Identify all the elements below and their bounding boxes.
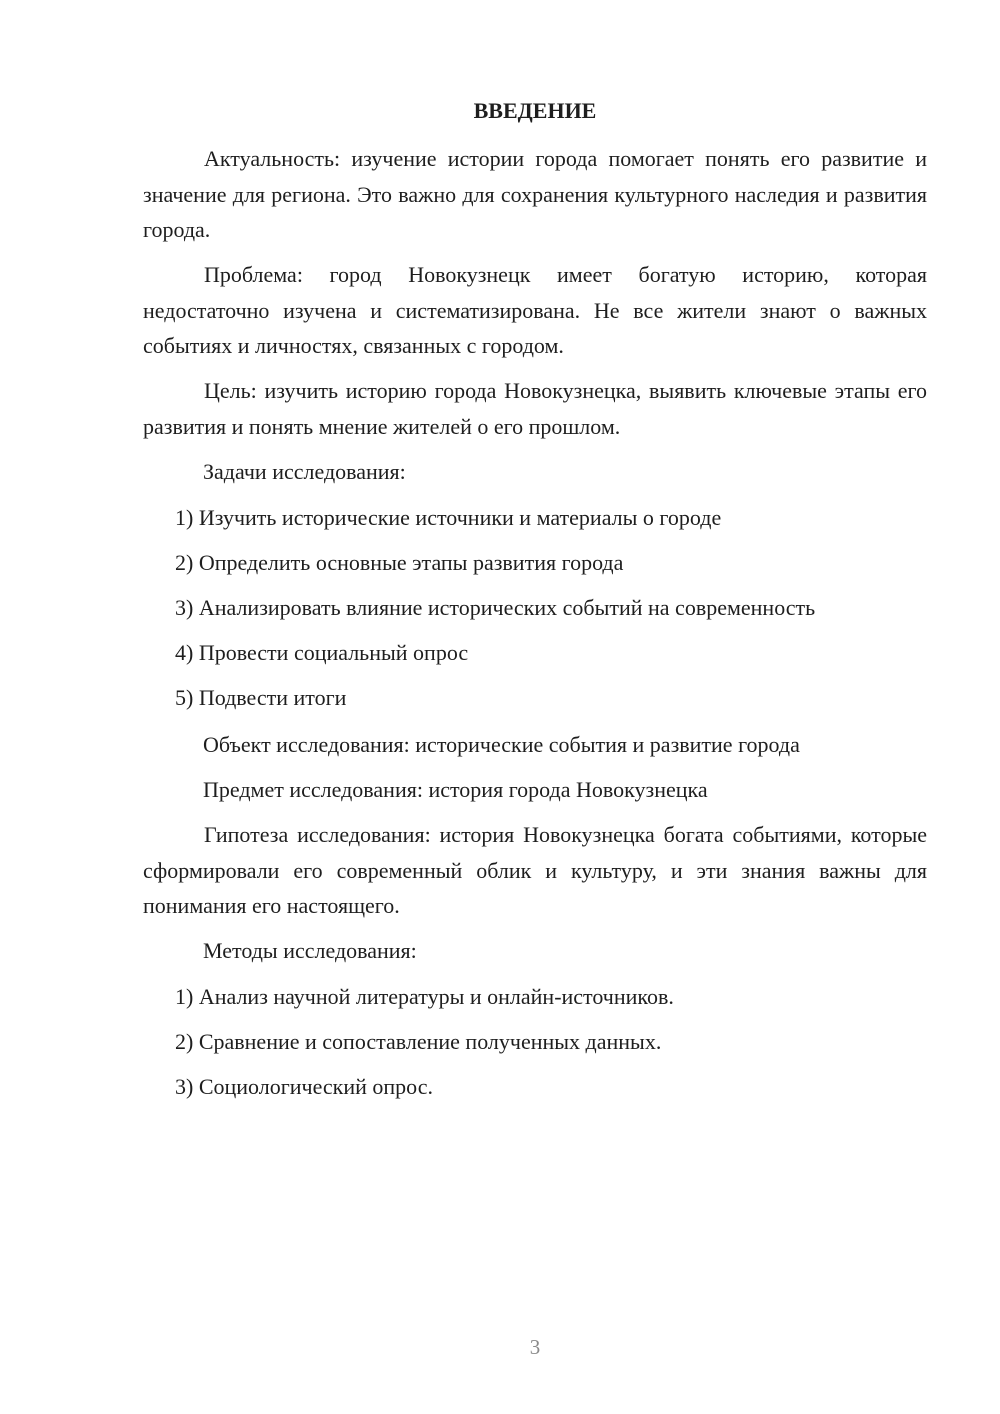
hypothesis-paragraph: Гипотеза исследования: история Новокузнецка богата событиями, которые сформировали его современный облик и культуру, и эти знания важны для понимания его настоящего.	[143, 822, 927, 918]
research-subject: Предмет исследования: история города Новокузнецка	[203, 777, 708, 802]
problem-paragraph: Проблема: город Новокузнецк имеет богатую историю, которая недостаточно изучена и систематизирована. Не все жители знают о важных событиях и личностях, связанных с городом.	[143, 262, 927, 358]
methods-heading: Методы исследования:	[203, 938, 417, 963]
task-item: 4) Провести социальный опрос	[175, 640, 469, 665]
relevance-paragraph: Актуальность: изучение истории города помогает понять его развитие и значение для региона. Это важно для сохранения культурного наследия и развития города.	[143, 146, 927, 242]
task-item: 1) Изучить исторические источники и материалы о городе	[175, 505, 722, 530]
research-object: Объект исследования: исторические события и развитие города	[203, 732, 800, 757]
task-item: 5) Подвести итоги	[175, 685, 347, 710]
task-item: 2) Определить основные этапы развития города	[175, 550, 624, 575]
method-item: 3) Социологический опрос.	[175, 1074, 433, 1099]
tasks-heading: Задачи исследования:	[203, 459, 406, 484]
page-number: 3	[529, 1335, 541, 1359]
task-item: 3) Анализировать влияние исторических событий на современность	[175, 595, 816, 620]
method-item: 2) Сравнение и сопоставление полученных данных.	[175, 1029, 662, 1054]
method-item: 1) Анализ научной литературы и онлайн-источников.	[175, 984, 674, 1009]
goal-paragraph: Цель: изучить историю города Новокузнецка, выявить ключевые этапы его развития и понять мнение жителей о его прошлом.	[143, 378, 927, 439]
page-title: ВВЕДЕНИЕ	[473, 98, 597, 123]
